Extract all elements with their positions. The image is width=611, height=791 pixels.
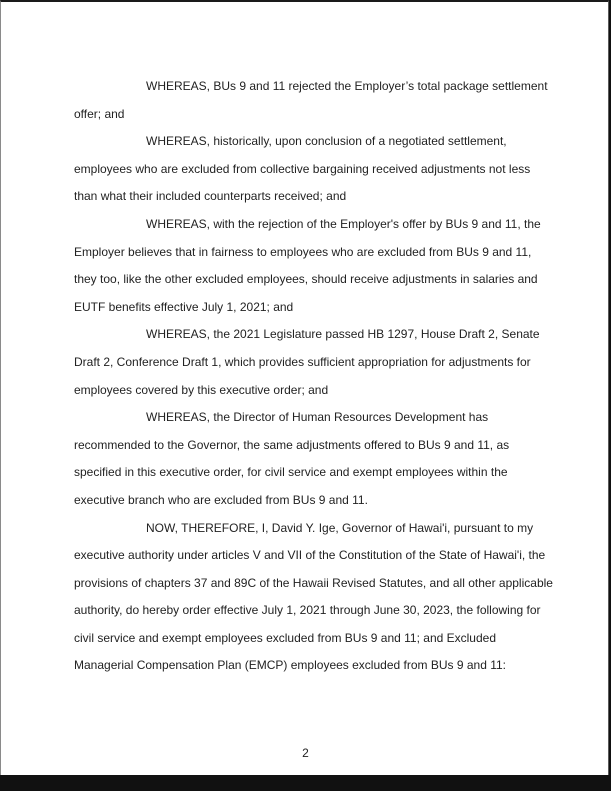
document-body bbox=[74, 73, 554, 680]
paragraph-whereas-historically: WHEREAS, historically, upon conclusion of a negotiated settlement, employees who are excluded from collective bargaining received adjustments not less than what their included counterparts received; and bbox=[74, 134, 531, 204]
paragraph-whereas-legislature: WHEREAS, the 2021 Legislature passed HB 1297, House Draft 2, Senate Draft 2, Conference Draft 1, which provides sufficient appropriation for adjustments for employees covered by this executive order; and bbox=[74, 327, 540, 397]
paragraph-whereas-rejected: WHEREAS, BUs 9 and 11 rejected the Employer’s total package settlement offer; and bbox=[74, 79, 548, 121]
page-number: 2 bbox=[302, 746, 309, 760]
paragraph-whereas-director: WHEREAS, the Director of Human Resources Development has recommended to the Governor, the same adjustments offered to BUs 9 and 11, as specified in this executive order, for civil service and exempt employees within the executive branch who are excluded from BUs 9 and 11. bbox=[74, 410, 510, 507]
paragraph-now-therefore: NOW, THEREFORE, I, David Y. Ige, Governor of Hawai'i, pursuant to my executive authority under articles V and VII of the Constitution of the State of Hawai'i, the provisions of chapters 37 and 89C of the Hawaii Revised Statutes, and all other applicable authority, do hereby order effective July 1, 2021 through June 30, 2023, the following for civil service and exempt employees excluded from BUs 9 and 11; and Excluded Managerial Compensation Plan (EMCP) employees excluded from BUs 9 and 11: bbox=[74, 520, 553, 673]
paragraph-whereas-fairness: WHEREAS, with the rejection of the Employer's offer by BUs 9 and 11, the Employer believes that in fairness to employees who are excluded from BUs 9 and 11, they too, like the other excluded employees, should receive adjustments in salaries and EUTF benefits effective July 1, 2021; and bbox=[74, 216, 541, 314]
